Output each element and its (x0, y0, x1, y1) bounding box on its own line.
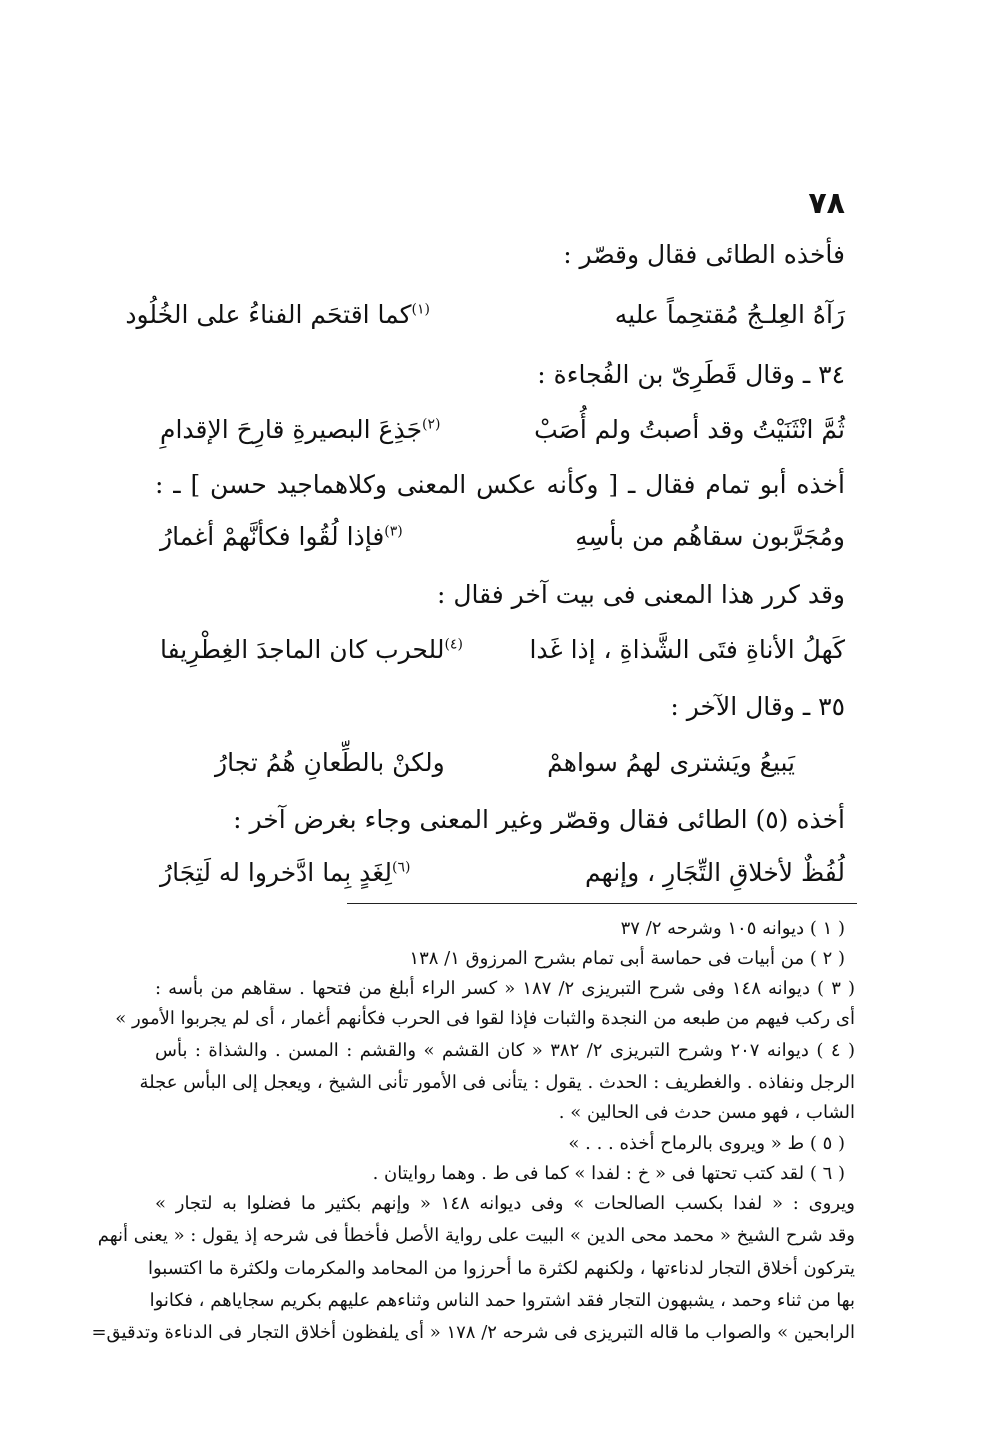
footnote-2: ( ٢ ) من أبيات فى حماسة أبى تمام بشرح المرزوق ١/ ١٣٨ (409, 948, 845, 969)
footnote-marker: (١) (411, 301, 430, 318)
footnote-marker: (٢) (422, 416, 441, 433)
footnote-3-line-2: أى ركب فيهم من طبعه من النجدة والثبات فإذا لقوا فى الحرب فكأنهم أغمار ، أى لم يجربوا الأمور » (115, 1008, 855, 1029)
intro-line-4: أخذه (٥) الطائى فقال وقصّر وغير المعنى وجاء بغرض آخر : (233, 805, 845, 834)
intro-line-2: أخذه أبو تمام فقال ـ [ وكأنه عكس المعنى وكلاهماجيد حسن ] ـ : (155, 470, 845, 499)
footnote-6-line-4: يتركون أخلاق التجار لدناءتها ، ولكنهم لكثرة ما أحرزوا من المحامد والمكرمات ولكثرة ما اكتسبوا (147, 1258, 855, 1279)
footnote-5: ( ٥ ) ط « ويروى بالرماح أخذه . . . » (568, 1133, 845, 1154)
footnote-6-line-5: بها من ثناء وحمد ، يشبهون التجار فقد اشتروا حمد الناس وثناءهم عليهم بكريم سجاياهم ، فكانوا (149, 1290, 855, 1311)
footnote-6-line-3: وقد شرح الشيخ « محمد محى الدين » البيت على رواية الأصل فأخطأ فى شرحه إذ يقول : « يعنى أنهم (97, 1225, 855, 1246)
verse-6-first-hemistich: لُفُظٌ لأخلاقِ التِّجَارِ ، وإنهم (585, 858, 845, 887)
heading-35: ٣٥ ـ وقال الآخر : (670, 692, 845, 721)
footnote-3-line-1: ( ٣ ) ديوانه ١٤٨ وفى شرح التبريزى ٢/ ١٨٧ « كسر الراء أبلغ من فتحها . سقاهم من بأسه : (155, 978, 855, 999)
footnote-marker: (٦) (391, 859, 411, 876)
intro-line-3: وقد كرر هذا المعنى فى بيت آخر فقال : (436, 580, 845, 609)
verse-4-second-hemistich: $^{(٤)}$للحرب كان الماجدَ الغِطْرِيفا (160, 635, 463, 664)
verse-3-second-hemistich: $^{(٣)}$فإذا لُقُوا فكأنَّهمْ أغمارُ (160, 522, 403, 551)
footnote-1: ( ١ ) ديوانه ١٠٥ وشرحه ٢/ ٣٧ (620, 918, 845, 939)
verse-6-second-hemistich: $^{(٦)}$لِغَدٍ بِما ادَّخروا له لَتِجَارُ (160, 858, 411, 887)
footnote-4-line-3: الشاب ، فهو مسن حدث فى الحالين » . (558, 1102, 855, 1123)
footnote-4-line-1: ( ٤ ) ديوانه ٢٠٧ وشرح التبريزى ٢/ ٣٨٢ « كان القشم » والقشم : المسن . والشذاة : بأس (155, 1040, 855, 1061)
heading-34: ٣٤ ـ وقال قَطَرِىّ بن الفُجاءة : (537, 360, 845, 389)
footnote-6: ( ٦ ) لقد كتب تحتها فى « خ : لفدا » كما فى ط . وهما روايتان . (372, 1163, 845, 1184)
page-number: ٧٨ (808, 186, 845, 221)
verse-5-second-hemistich: ولكنْ بالطِّعانِ هُمُ تجارُ (215, 748, 445, 777)
footnote-4-line-2: الرجل ونفاذه . والغطريف : الحدث . يقول : يتأنى فى الأمور تأنى الشيخ ، ويعجل إلى البأس عجلة (139, 1072, 855, 1093)
verse-4-first-hemistich: كَهلُ الأناةِ فتَى الشَّذاةِ ، إذا غَدا (529, 635, 845, 664)
verse-5-first-hemistich: يَبيعُ ويَشترى لهمُ سواهمْ (547, 748, 795, 777)
verse-1-second-hemistich: $^{(١)}$كما اقتحَم الفناءُ على الخُلُود (125, 300, 430, 329)
verse-2-second-hemistich: $^{(٢)}$جَذِعَ البصيرةِ قارِحَ الإقدامِ (160, 415, 441, 444)
verse-2-first-hemistich: ثُمَّ انْثَنَيْتُ وقد أصبتُ ولم أُصَبْ (534, 415, 845, 444)
footnote-divider (347, 903, 857, 904)
footnote-6-line-6: الرابحين » والصواب ما قاله التبريزى فى شرحه ٢/ ١٧٨ « أى يلفظون أخلاق التجار فى الدناءة وتدقيق= (91, 1322, 855, 1343)
footnote-marker: (٣) (384, 523, 403, 540)
intro-line-1: فأخذه الطائى فقال وقصّر : (563, 240, 845, 269)
footnote-6-line-2: ويروى : « لفدا بكسب الصالحات » وفى ديوانه ١٤٨ « وإنهم بكثير ما فضلوا به لتجار » (155, 1193, 855, 1214)
verse-1-first-hemistich: رَآهُ العِلـجُ مُقتحِماً عليه (614, 300, 845, 329)
footnote-marker: (٤) (444, 636, 463, 653)
verse-3-first-hemistich: ومُجَرَّبون سقاهُم من بأسِهِ (575, 522, 845, 551)
